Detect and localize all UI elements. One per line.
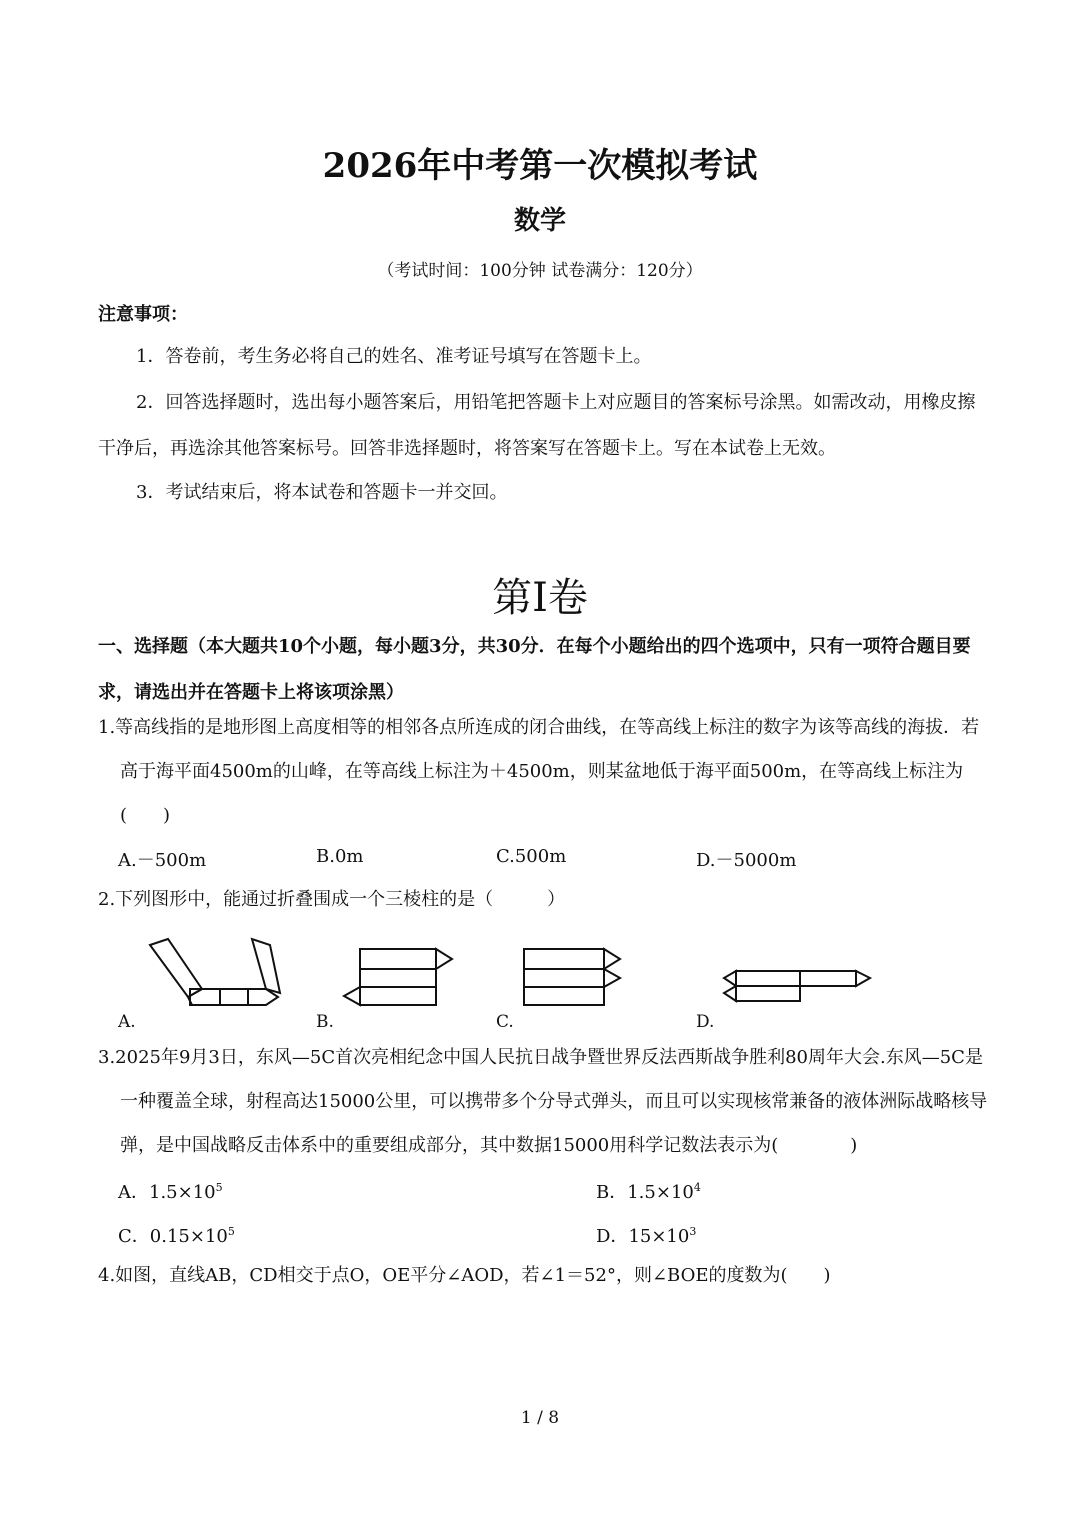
notice-item-3: 3．考试结束后，将本试卷和答题卡一并交回。 xyxy=(136,482,508,503)
exam-info: （考试时间：100分钟 试卷满分：120分） xyxy=(377,261,703,281)
question-3-stem: 3.2025年9月3日，东风—5C首次亮相纪念中国人民抗日战争暨世界反法西斯战争胜利80周年大会.东风—5C是一种覆盖全球，射程高达15000公里，可以携带多个分导式弹头，而且可以实现核常兼备的液体洲际战略核导弹，是中国战略反击体系中的重要组成部分，其中数据15000用科学记数法表示为( ) xyxy=(98,1047,988,1156)
q1-option-c: C.500m xyxy=(496,846,567,867)
q2-label-d: D. xyxy=(696,1012,715,1032)
q2-figure-c xyxy=(520,945,630,1010)
notice-item-2: 2．回答选择题时，选出每小题答案后，用铅笔把答题卡上对应题目的答案标号涂黑。如需改动，用橡皮擦干净后，再选涂其他答案标号。回答非选择题时，将答案写在答题卡上。写在本试卷上无效。 xyxy=(98,392,976,459)
question-2-stem: 2.下列图形中，能通过折叠围成一个三棱柱的是（ ） xyxy=(98,889,566,910)
exam-title: 2026年中考第一次模拟考试 xyxy=(322,146,758,186)
q2-figure-d xyxy=(720,965,880,1010)
q2-label-b: B. xyxy=(316,1012,334,1032)
page-number: 1 / 8 xyxy=(520,1408,560,1428)
q1-option-d: D.－5000m xyxy=(696,850,797,871)
q1-option-a: A.－500m xyxy=(118,850,207,871)
section-heading: 一、选择题（本大题共10个小题，每小题3分，共30分．在每个小题给出的四个选项中，只有一项符合题目要求，请选出并在答题卡上将该项涂黑） xyxy=(98,636,971,703)
q2-label-c: C. xyxy=(496,1012,514,1032)
q2-figure-b xyxy=(340,945,460,1010)
notice-item-1: 1．答卷前，考生务必将自己的姓名、准考证号填写在答题卡上。 xyxy=(136,346,652,367)
q3-option-a: A．$1.5\times 10^5$ xyxy=(118,1181,223,1203)
notice-title: 注意事项： xyxy=(98,304,188,325)
q3-option-b: B．$1.5\times 10^4$ xyxy=(596,1181,701,1203)
subject-title: 数学 xyxy=(513,206,566,236)
q2-figure-a xyxy=(140,935,300,1010)
q1-option-b: B.0m xyxy=(316,846,364,867)
part-title: 第I卷 xyxy=(492,575,588,621)
q2-label-a: A. xyxy=(118,1012,136,1032)
q3-option-c: C．$0.15\times 10^5$ xyxy=(118,1225,235,1247)
question-4-stem: 4.如图，直线AB，CD相交于点O，OE平分∠AOD，若∠1＝52°，则∠BOE的度数为( ) xyxy=(98,1265,831,1286)
question-1-stem: 1.等高线指的是地形图上高度相等的相邻各点所连成的闭合曲线，在等高线上标注的数字为该等高线的海拔．若高于海平面4500m的山峰，在等高线上标注为＋4500m，则某盆地低于海平面500m，在等高线上标注为( ) xyxy=(98,717,980,826)
q3-option-d: D．$15\times 10^3$ xyxy=(596,1225,697,1247)
